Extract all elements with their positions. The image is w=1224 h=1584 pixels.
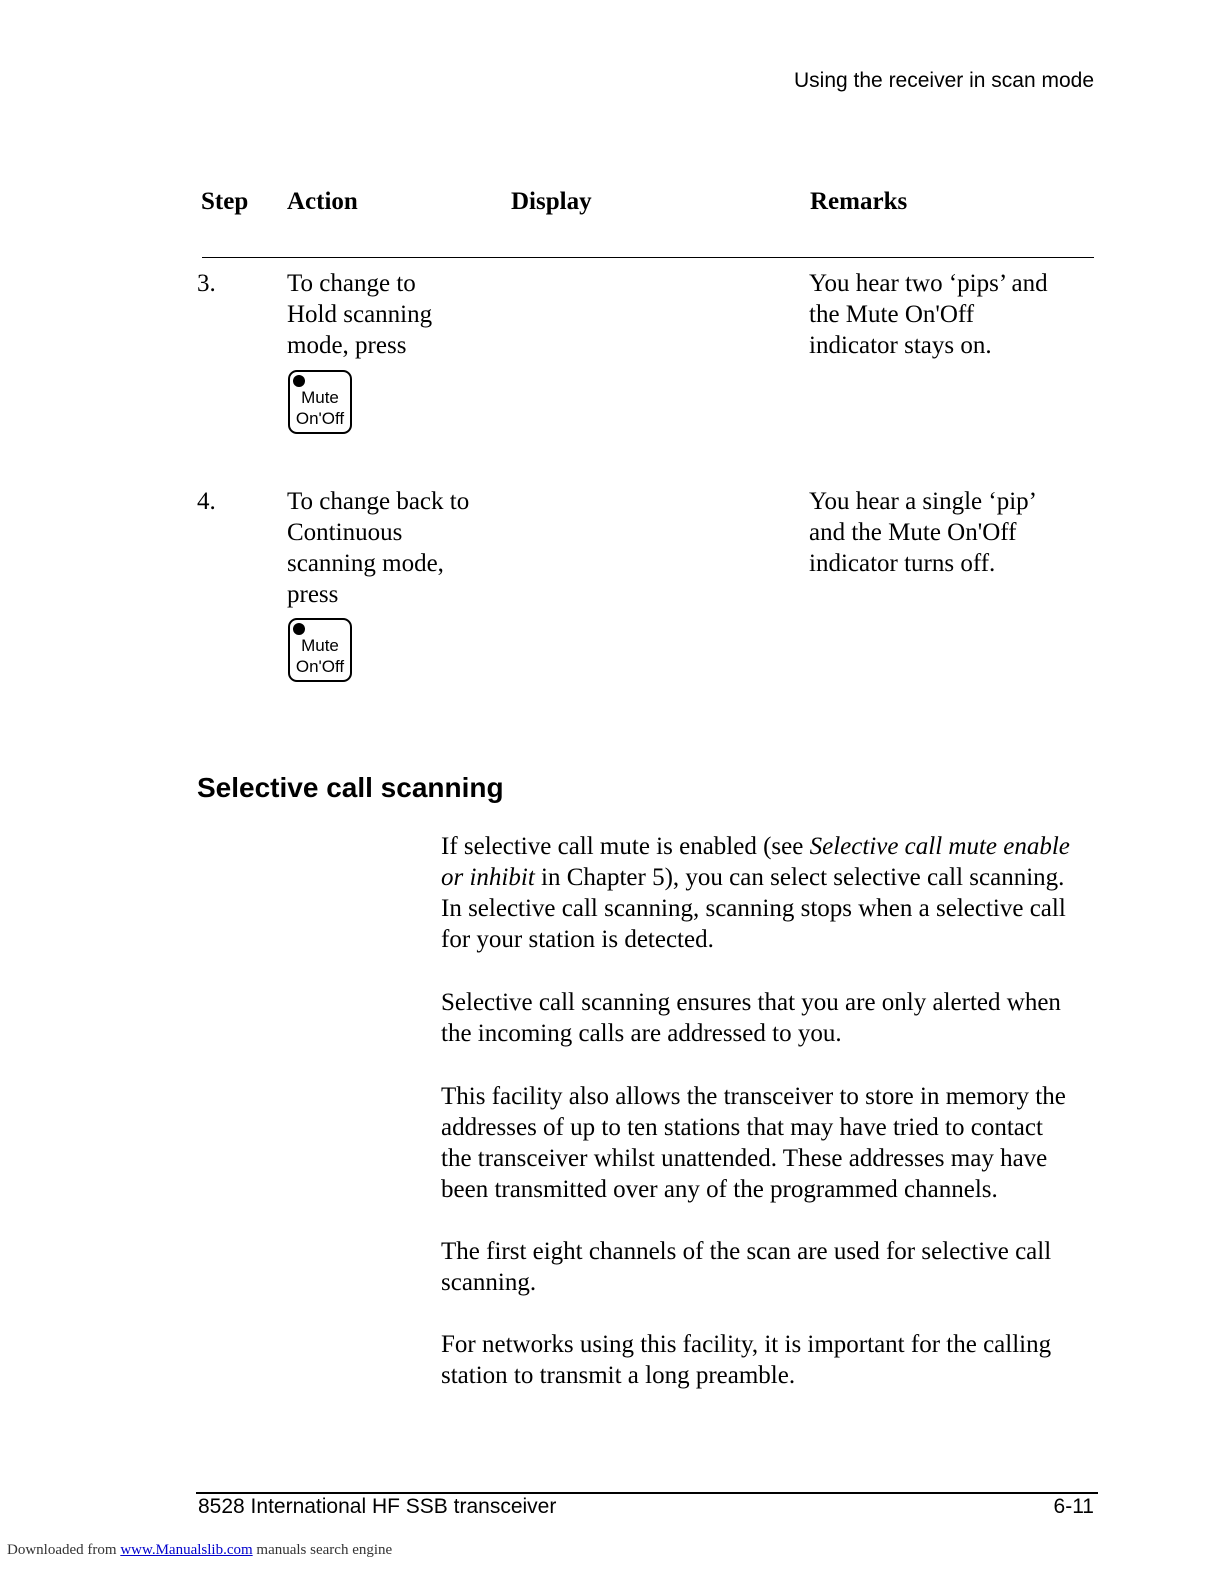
key-label-line2: On'Off (295, 409, 345, 428)
key-label-line1: Mute (301, 636, 339, 655)
footer-rule (196, 1492, 1098, 1494)
key-label-line2: On'Off (295, 657, 345, 676)
section-heading: Selective call scanning (197, 772, 504, 803)
paragraph: This facility also allows the transceiver to store in memory the addresses of up to ten stations that may have tried to contact the transceiver whilst unattended. These addresses may have been transmitted over any of the programmed channels. (441, 1083, 1066, 1203)
download-note: Downloaded from www.Manualslib.com manuals search engine (7, 1542, 393, 1558)
paragraph: The first eight channels of the scan are used for selective call scanning. (441, 1238, 1052, 1296)
step-number: 4. (197, 488, 216, 515)
mute-onoff-key (288, 618, 352, 682)
footer-product-name: 8528 International HF SSB transceiver (198, 1495, 557, 1518)
remarks-text: You hear two ‘pips’ and the Mute On'Off indicator stays on. (809, 270, 1048, 359)
manualslib-link[interactable]: www.Manualslib.com (120, 1542, 253, 1558)
remarks-text: You hear a single ‘pip’ and the Mute On'Off indicator turns off. (809, 488, 1037, 577)
action-text: To change back to Continuous scanning mode, press (287, 488, 470, 608)
running-header: Using the receiver in scan mode (794, 69, 1094, 92)
column-header-step: Step (201, 188, 249, 215)
column-header-action: Action (287, 188, 358, 215)
indicator-led-icon (293, 375, 305, 387)
paragraph: For networks using this facility, it is important for the calling station to transmit a long preamble. (441, 1331, 1052, 1389)
column-header-display: Display (511, 188, 592, 215)
indicator-led-icon (293, 623, 305, 635)
paragraph: If selective call mute is enabled (see Selective call mute enable or inhibit in Chapter 5), you can select selective call scanning. In selective call scanning, scanning stops when a selective call for your station is detected. (441, 833, 1070, 953)
step-number: 3. (197, 270, 216, 297)
key-label-line1: Mute (301, 388, 339, 407)
column-header-remarks: Remarks (810, 188, 908, 215)
table-header-rule (202, 257, 1094, 258)
action-text: To change to Hold scanning mode, press (287, 270, 433, 359)
mute-onoff-key (288, 370, 352, 434)
paragraph: Selective call scanning ensures that you are only alerted when the incoming calls are addressed to you. (441, 989, 1061, 1047)
page-number: 6-11 (1053, 1495, 1094, 1518)
